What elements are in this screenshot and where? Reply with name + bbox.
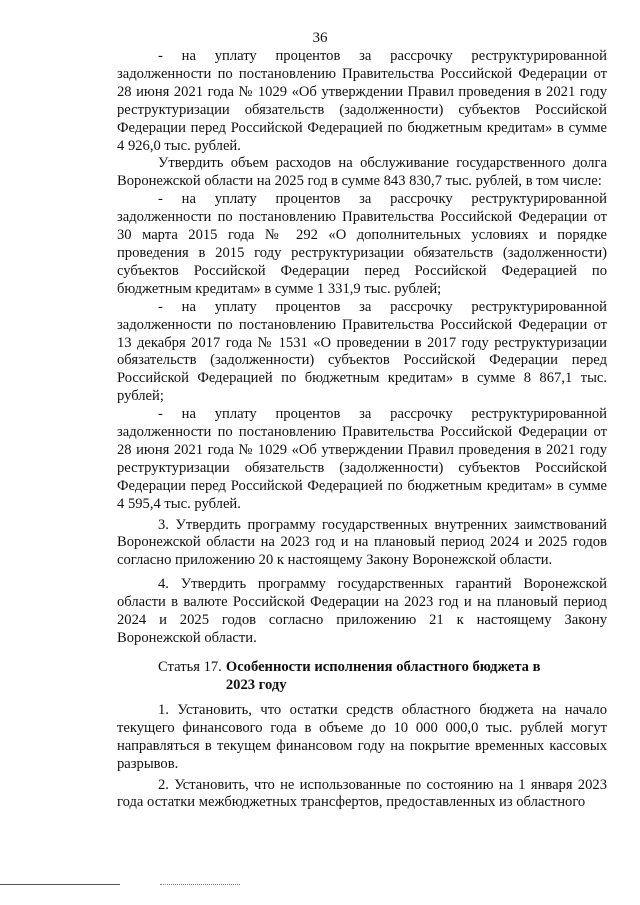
document-body (117, 48, 607, 812)
paragraph: - на уплату процентов за рассрочку реструктурированной задолженности по постановлению Правительства Российской Федерации от 28 июня 2021 года № 1029 «Об утверждении Правил проведения в 2021 году реструктуризации обязательств (задолженности) субъектов Российской Федерации перед Российской Федерацией по бюджетным кредитам» в сумме 4 926,0 тыс. рублей. (117, 48, 607, 154)
article-label: Статья 17. (158, 658, 222, 675)
scan-edge-line (0, 884, 120, 885)
page-number: 36 (312, 30, 328, 46)
paragraph: - на уплату процентов за рассрочку реструктурированной задолженности по постановлению Правительства Российской Федерации от 30 марта 2015 года № 292 «О дополнительных условиях и порядке проведения в 2015 году реструктуризации обязательств (задолженности) субъектов Российской Федерации перед Российской Федерацией по бюджетным кредитам» в сумме 1 331,9 тыс. рублей; (117, 191, 607, 297)
paragraph: Утвердить объем расходов на обслуживание государственного долга Воронежской области на 2025 год в сумме 843 830,7 тыс. рублей, в том числе: (117, 155, 607, 190)
paragraph: - на уплату процентов за рассрочку реструктурированной задолженности по постановлению Правительства Российской Федерации от 28 июня 2021 года № 1029 «Об утверждении Правил проведения в 2021 году реструктуризации обязательств (задолженности) субъектов Российской Федерации перед Российской Федерацией по бюджетным кредитам» в сумме 4 595,4 тыс. рублей. (117, 406, 607, 512)
article-title: Особенности исполнения областного бюджета в 2023 году (225, 658, 541, 693)
paragraph: 4. Утвердить программу государственных гарантий Воронежской области в валюте Российской Федерации на 2023 год и на плановый период 2024 и 2025 годов согласно приложению 21 к настоящему Закону Воронежской области. (117, 576, 607, 646)
paragraph: 1. Установить, что остатки средств областного бюджета на начало текущего финансового года в объеме до 10 000 000,0 тыс. рублей могут направляться в текущем финансовом году на покрытие временных кассовых разрывов. (117, 701, 607, 772)
article-heading (117, 658, 607, 694)
paragraph: 3. Утвердить программу государственных внутренних заимствований Воронежской области на 2023 год и на плановый период 2024 и 2025 годов согласно приложению 20 к настоящему Закону Воронежской области. (117, 516, 607, 569)
paragraph: 2. Установить, что не использованные по состоянию на 1 января 2023 года остатки межбюджетных трансфертов, предоставленных из областного (117, 776, 607, 811)
scan-edge-dots (160, 884, 240, 885)
paragraph: - на уплату процентов за рассрочку реструктурированной задолженности по постановлению Правительства Российской Федерации от 13 декабря 2017 года № 1531 «О проведении в 2017 году реструктуризации обязательств (задолженности) субъектов Российской Федерации перед Российской Федерацией по бюджетным кредитам» в сумме 8 867,1 тыс. рублей; (117, 298, 607, 405)
